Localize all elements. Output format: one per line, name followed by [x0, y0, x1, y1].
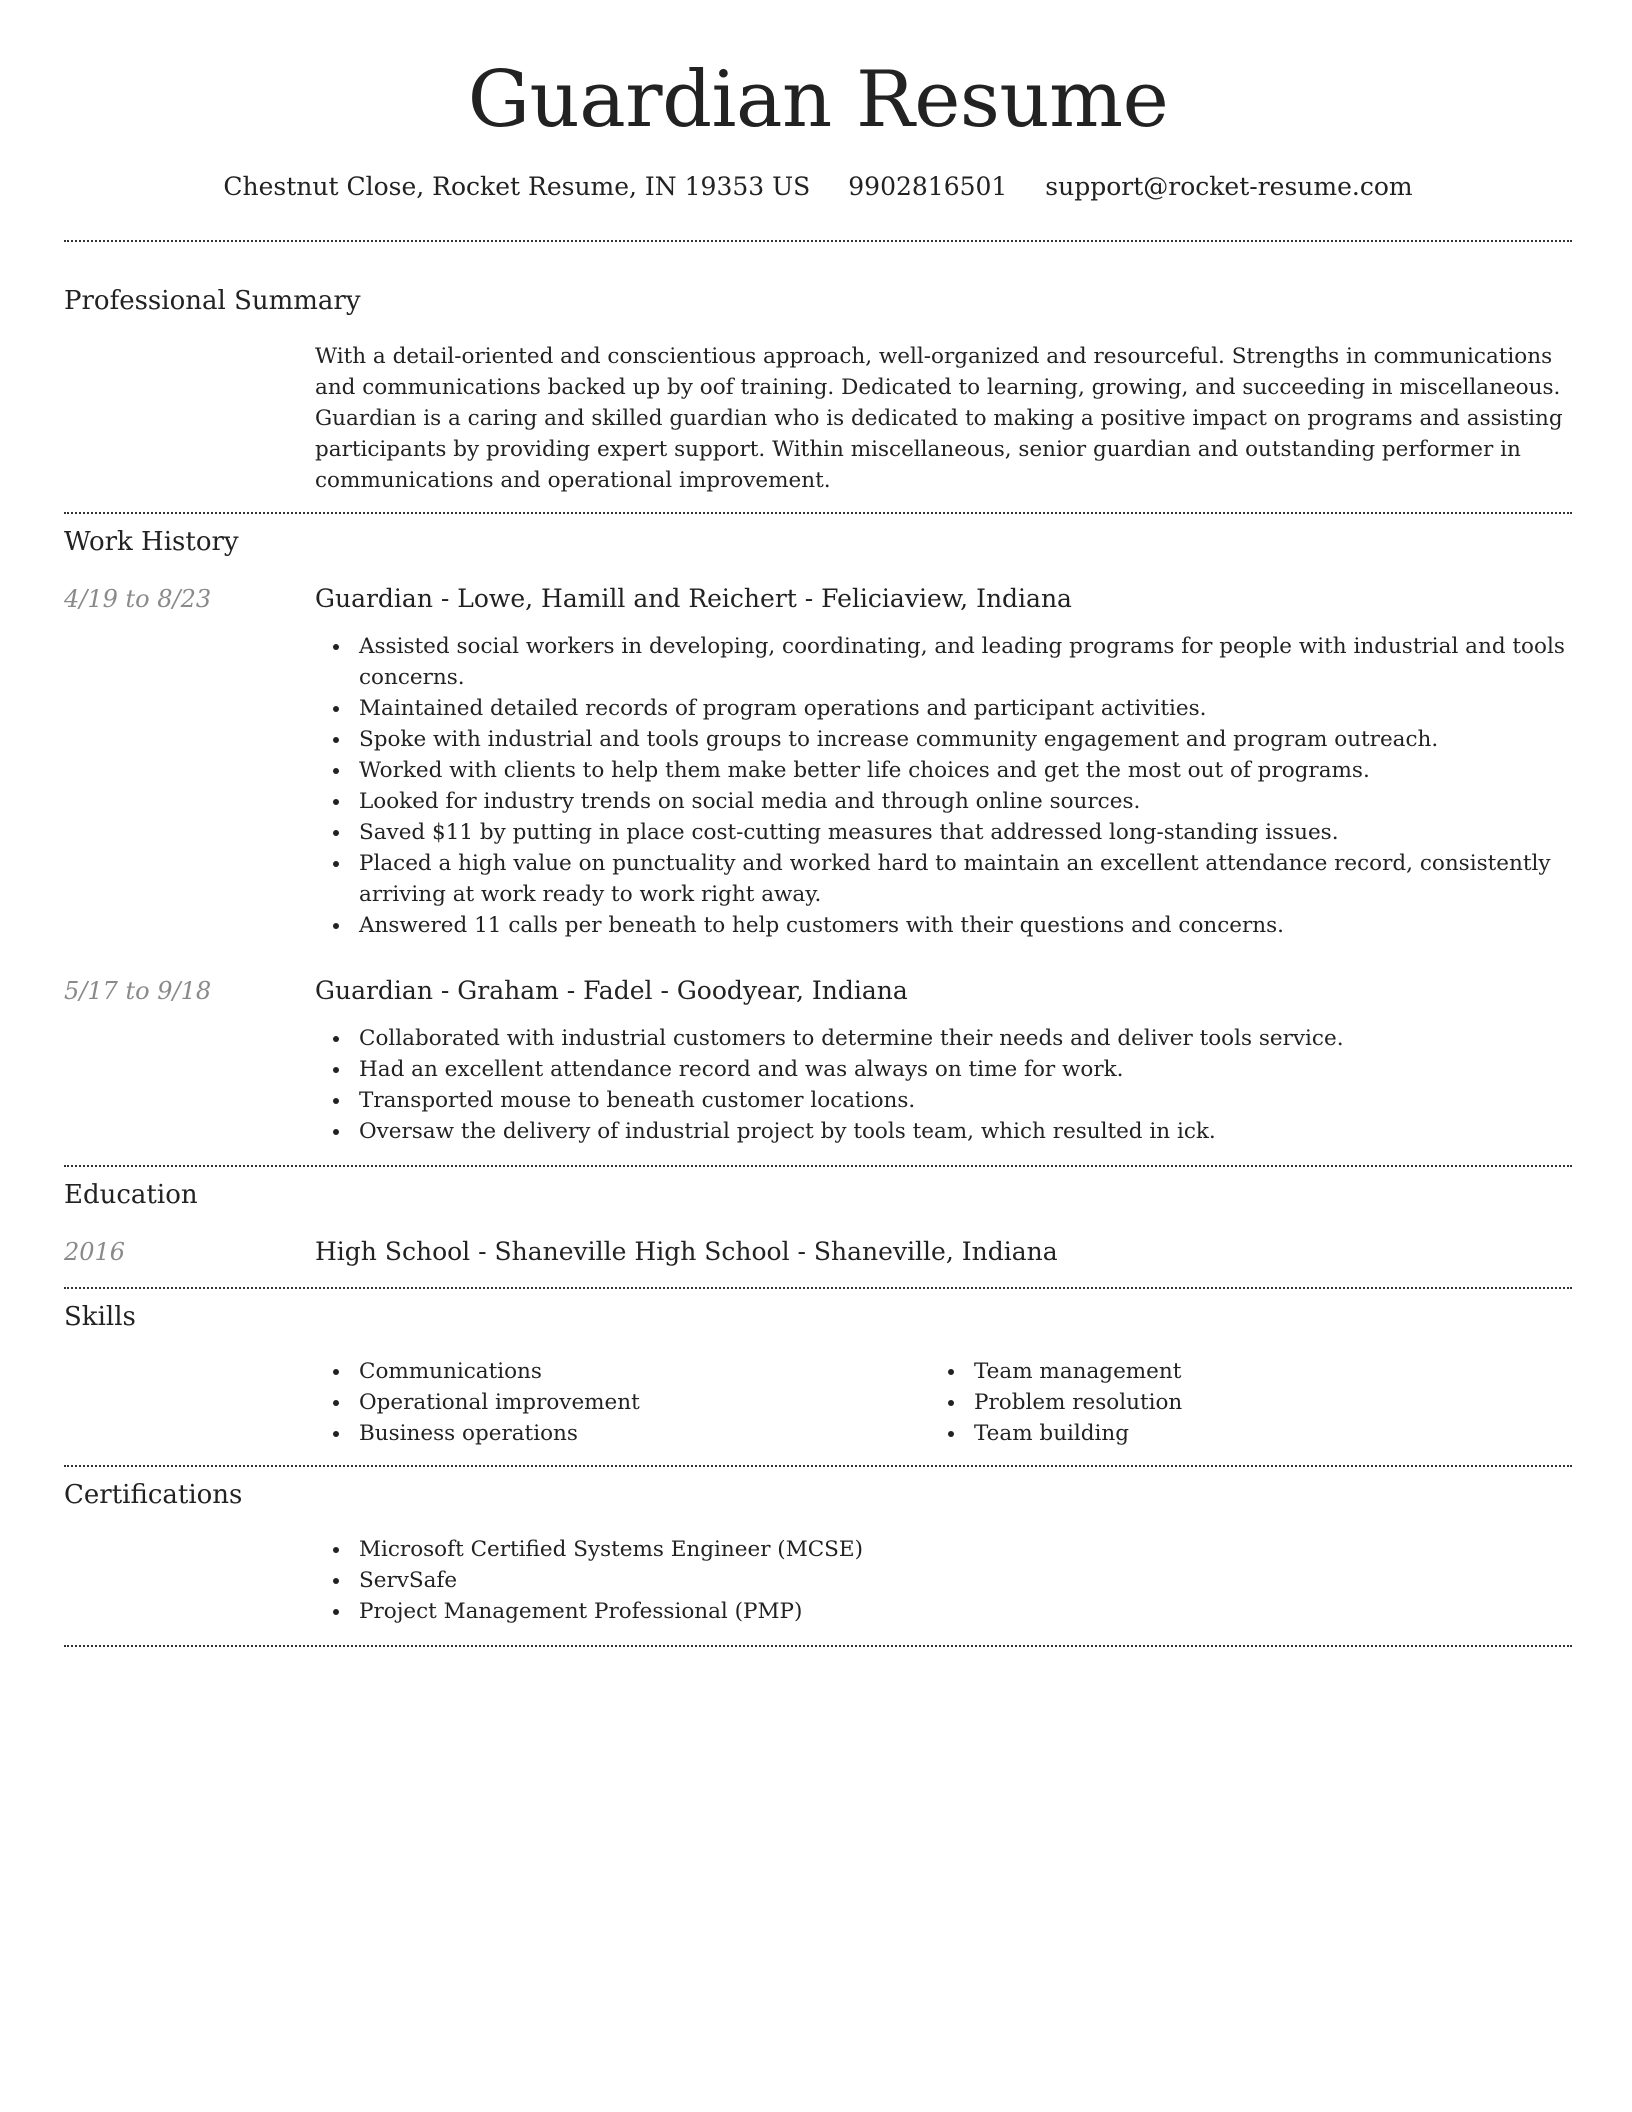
skill-item: Team building — [974, 1418, 1530, 1449]
job-bullet: Collaborated with industrial customers to determine their needs and deliver tools service. — [359, 1023, 1572, 1054]
education-entry — [315, 1236, 1572, 1268]
skill-item: Team management — [974, 1356, 1530, 1387]
job-bullet: Oversaw the delivery of industrial project by tools team, which resulted in ick. — [359, 1116, 1572, 1147]
skills-list — [315, 1356, 915, 1449]
certification-item: Project Management Professional (PMP) — [359, 1596, 1572, 1627]
skill-item: Operational improvement — [359, 1387, 915, 1418]
work-history-heading: Work History — [64, 527, 239, 557]
job-bullet: Placed a high value on punctuality and worked hard to maintain an excellent attendance record, consistently arriving at work ready to work right away. — [359, 848, 1572, 910]
education-year: 2016 — [64, 1238, 126, 1266]
job-entry — [315, 583, 1572, 941]
divider — [64, 1465, 1572, 1467]
skill-item: Problem resolution — [974, 1387, 1530, 1418]
divider — [64, 240, 1572, 242]
contact-line — [64, 170, 1572, 204]
job-bullet: Looked for industry trends on social media and through online sources. — [359, 786, 1572, 817]
divider — [64, 1645, 1572, 1647]
skill-item: Business operations — [359, 1418, 915, 1449]
divider — [64, 1165, 1572, 1167]
divider — [64, 1287, 1572, 1289]
job-bullet: Answered 11 calls per beneath to help customers with their questions and concerns. — [359, 910, 1572, 941]
skills-column-left — [315, 1356, 915, 1449]
contact-email: support@rocket-resume.com — [1045, 172, 1413, 201]
job-bullet: Maintained detailed records of program operations and participant activities. — [359, 693, 1572, 724]
job-bullet: Worked with clients to help them make better life choices and get the most out of programs. — [359, 755, 1572, 786]
resume-name: Guardian Resume — [467, 55, 1169, 145]
education-title: High School - Shaneville High School - Shaneville, Indiana — [315, 1237, 1058, 1266]
skills-list — [930, 1356, 1530, 1449]
certifications-heading: Certifications — [64, 1480, 243, 1510]
summary-text: With a detail-oriented and conscientious approach, well-organized and resourceful. Strengths in communications and communications backed up by oof training. Dedicated to learning, growing, and succeeding in miscellaneous. Guardian is a caring and skilled guardian who is dedicated to making a positive impact on programs and assisting participants by providing expert support. Within miscellaneous, senior guardian and outstanding performer in communications and operational improvement. — [315, 344, 1563, 493]
job-entry — [315, 975, 1572, 1147]
certification-item: ServSafe — [359, 1565, 1572, 1596]
job-bullet: Saved $11 by putting in place cost-cutting measures that addressed long-standing issues. — [359, 817, 1572, 848]
skill-item: Communications — [359, 1356, 915, 1387]
job-bullet: Had an excellent attendance record and was always on time for work. — [359, 1054, 1572, 1085]
education-heading: Education — [64, 1180, 198, 1210]
certifications-list — [315, 1534, 1572, 1627]
job-dates: 5/17 to 9/18 — [64, 977, 212, 1005]
job-bullet: Transported mouse to beneath customer locations. — [359, 1085, 1572, 1116]
job-title: Guardian - Graham - Fadel - Goodyear, Indiana — [315, 976, 908, 1005]
job-bullet: Spoke with industrial and tools groups to increase community engagement and program outreach. — [359, 724, 1572, 755]
divider — [64, 512, 1572, 514]
contact-phone: 9902816501 — [848, 172, 1008, 201]
job-bullets — [315, 1023, 1572, 1147]
summary-heading: Professional Summary — [64, 286, 361, 316]
summary-body — [315, 341, 1572, 496]
resume-page — [64, 0, 1572, 1624]
contact-address: Chestnut Close, Rocket Resume, IN 19353 US — [223, 172, 811, 201]
certification-item: Microsoft Certified Systems Engineer (MCSE) — [359, 1534, 1572, 1565]
job-title: Guardian - Lowe, Hamill and Reichert - Feliciaview, Indiana — [315, 584, 1072, 613]
job-dates: 4/19 to 8/23 — [64, 585, 212, 613]
certifications-body — [315, 1534, 1572, 1627]
job-bullet: Assisted social workers in developing, coordinating, and leading programs for people with industrial and tools concerns. — [359, 631, 1572, 693]
skills-column-right — [930, 1356, 1530, 1449]
skills-heading: Skills — [64, 1302, 136, 1332]
job-bullets — [315, 631, 1572, 941]
